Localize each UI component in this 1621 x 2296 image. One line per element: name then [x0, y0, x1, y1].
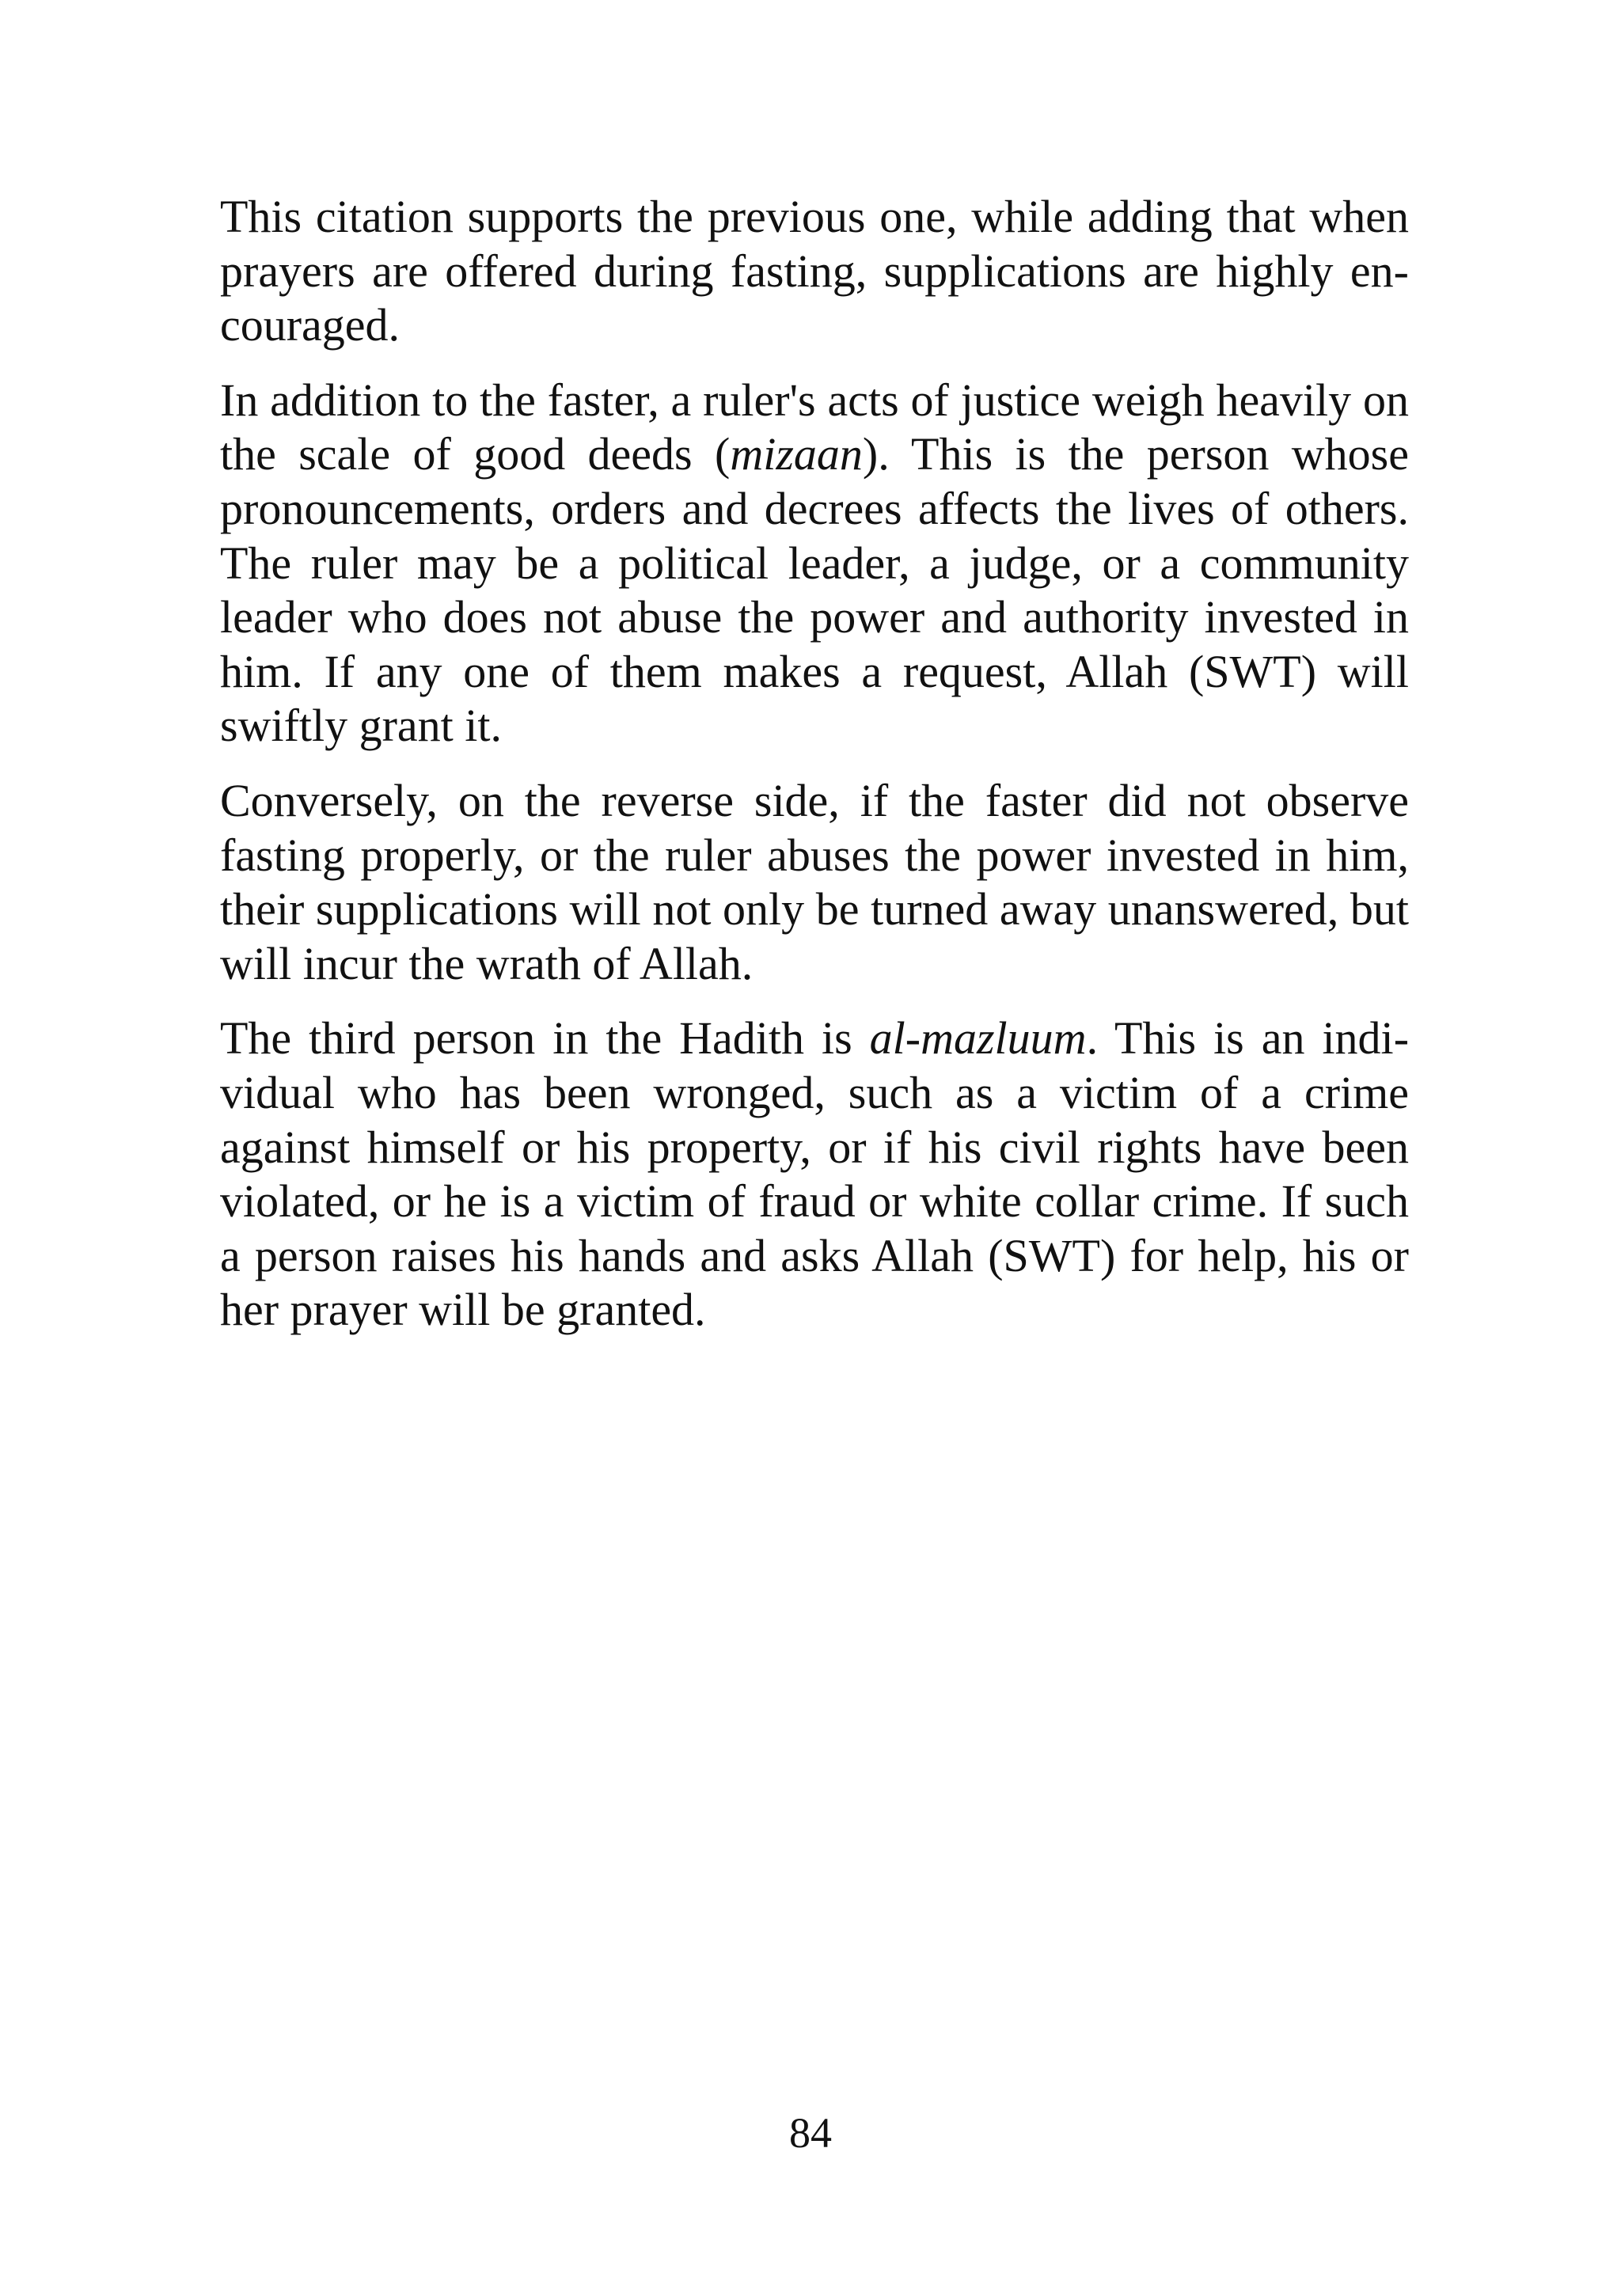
paragraph-al-mazluum	[220, 1011, 1409, 1338]
italic-term-mizaan: mizaan	[730, 428, 863, 480]
paragraph-text: Conversely, on the reverse side, if the faster did not observe fasting properly, or the ruler abuses the power invested in him, their supplications will not only be turned away unanswered, but will incur the wrath of Allah.	[220, 774, 1409, 989]
page-number: 84	[789, 2109, 832, 2157]
paragraph-citation-support	[220, 190, 1409, 353]
italic-term-al-mazluum: al-mazluum	[869, 1012, 1087, 1065]
paragraph-text: . This is an individual who has been wronged, such as a victim of a crime against himself or his property, or if his civil rights have been violated, or he is a victim of fraud or white collar crime. If such a person raises his hands and asks Allah (SWT) for help, his or her prayer will be granted.	[220, 1012, 1410, 1336]
paragraph-conversely	[220, 774, 1409, 991]
paragraph-text: ). This is the person whose pronouncements, orders and decrees affects the lives of others. The ruler may be a political leader, a judge, or a community leader who does not abuse the power and authority invested in him. If any one of them makes a request, Allah (SWT) will swiftly grant it.	[220, 428, 1409, 752]
paragraph-ruler-justice	[220, 374, 1409, 753]
body-text	[220, 190, 1409, 1358]
paragraph-text: In addition to the faster, a ruler's acts of justice weigh heavily on the scale of good deeds (	[220, 374, 1409, 480]
paragraph-text: The third person in the Hadith is	[220, 1012, 870, 1065]
paragraph-text: This citation supports the previous one, while adding that when prayers are offered during fasting, supplications are highly encouraged.	[220, 191, 1409, 351]
